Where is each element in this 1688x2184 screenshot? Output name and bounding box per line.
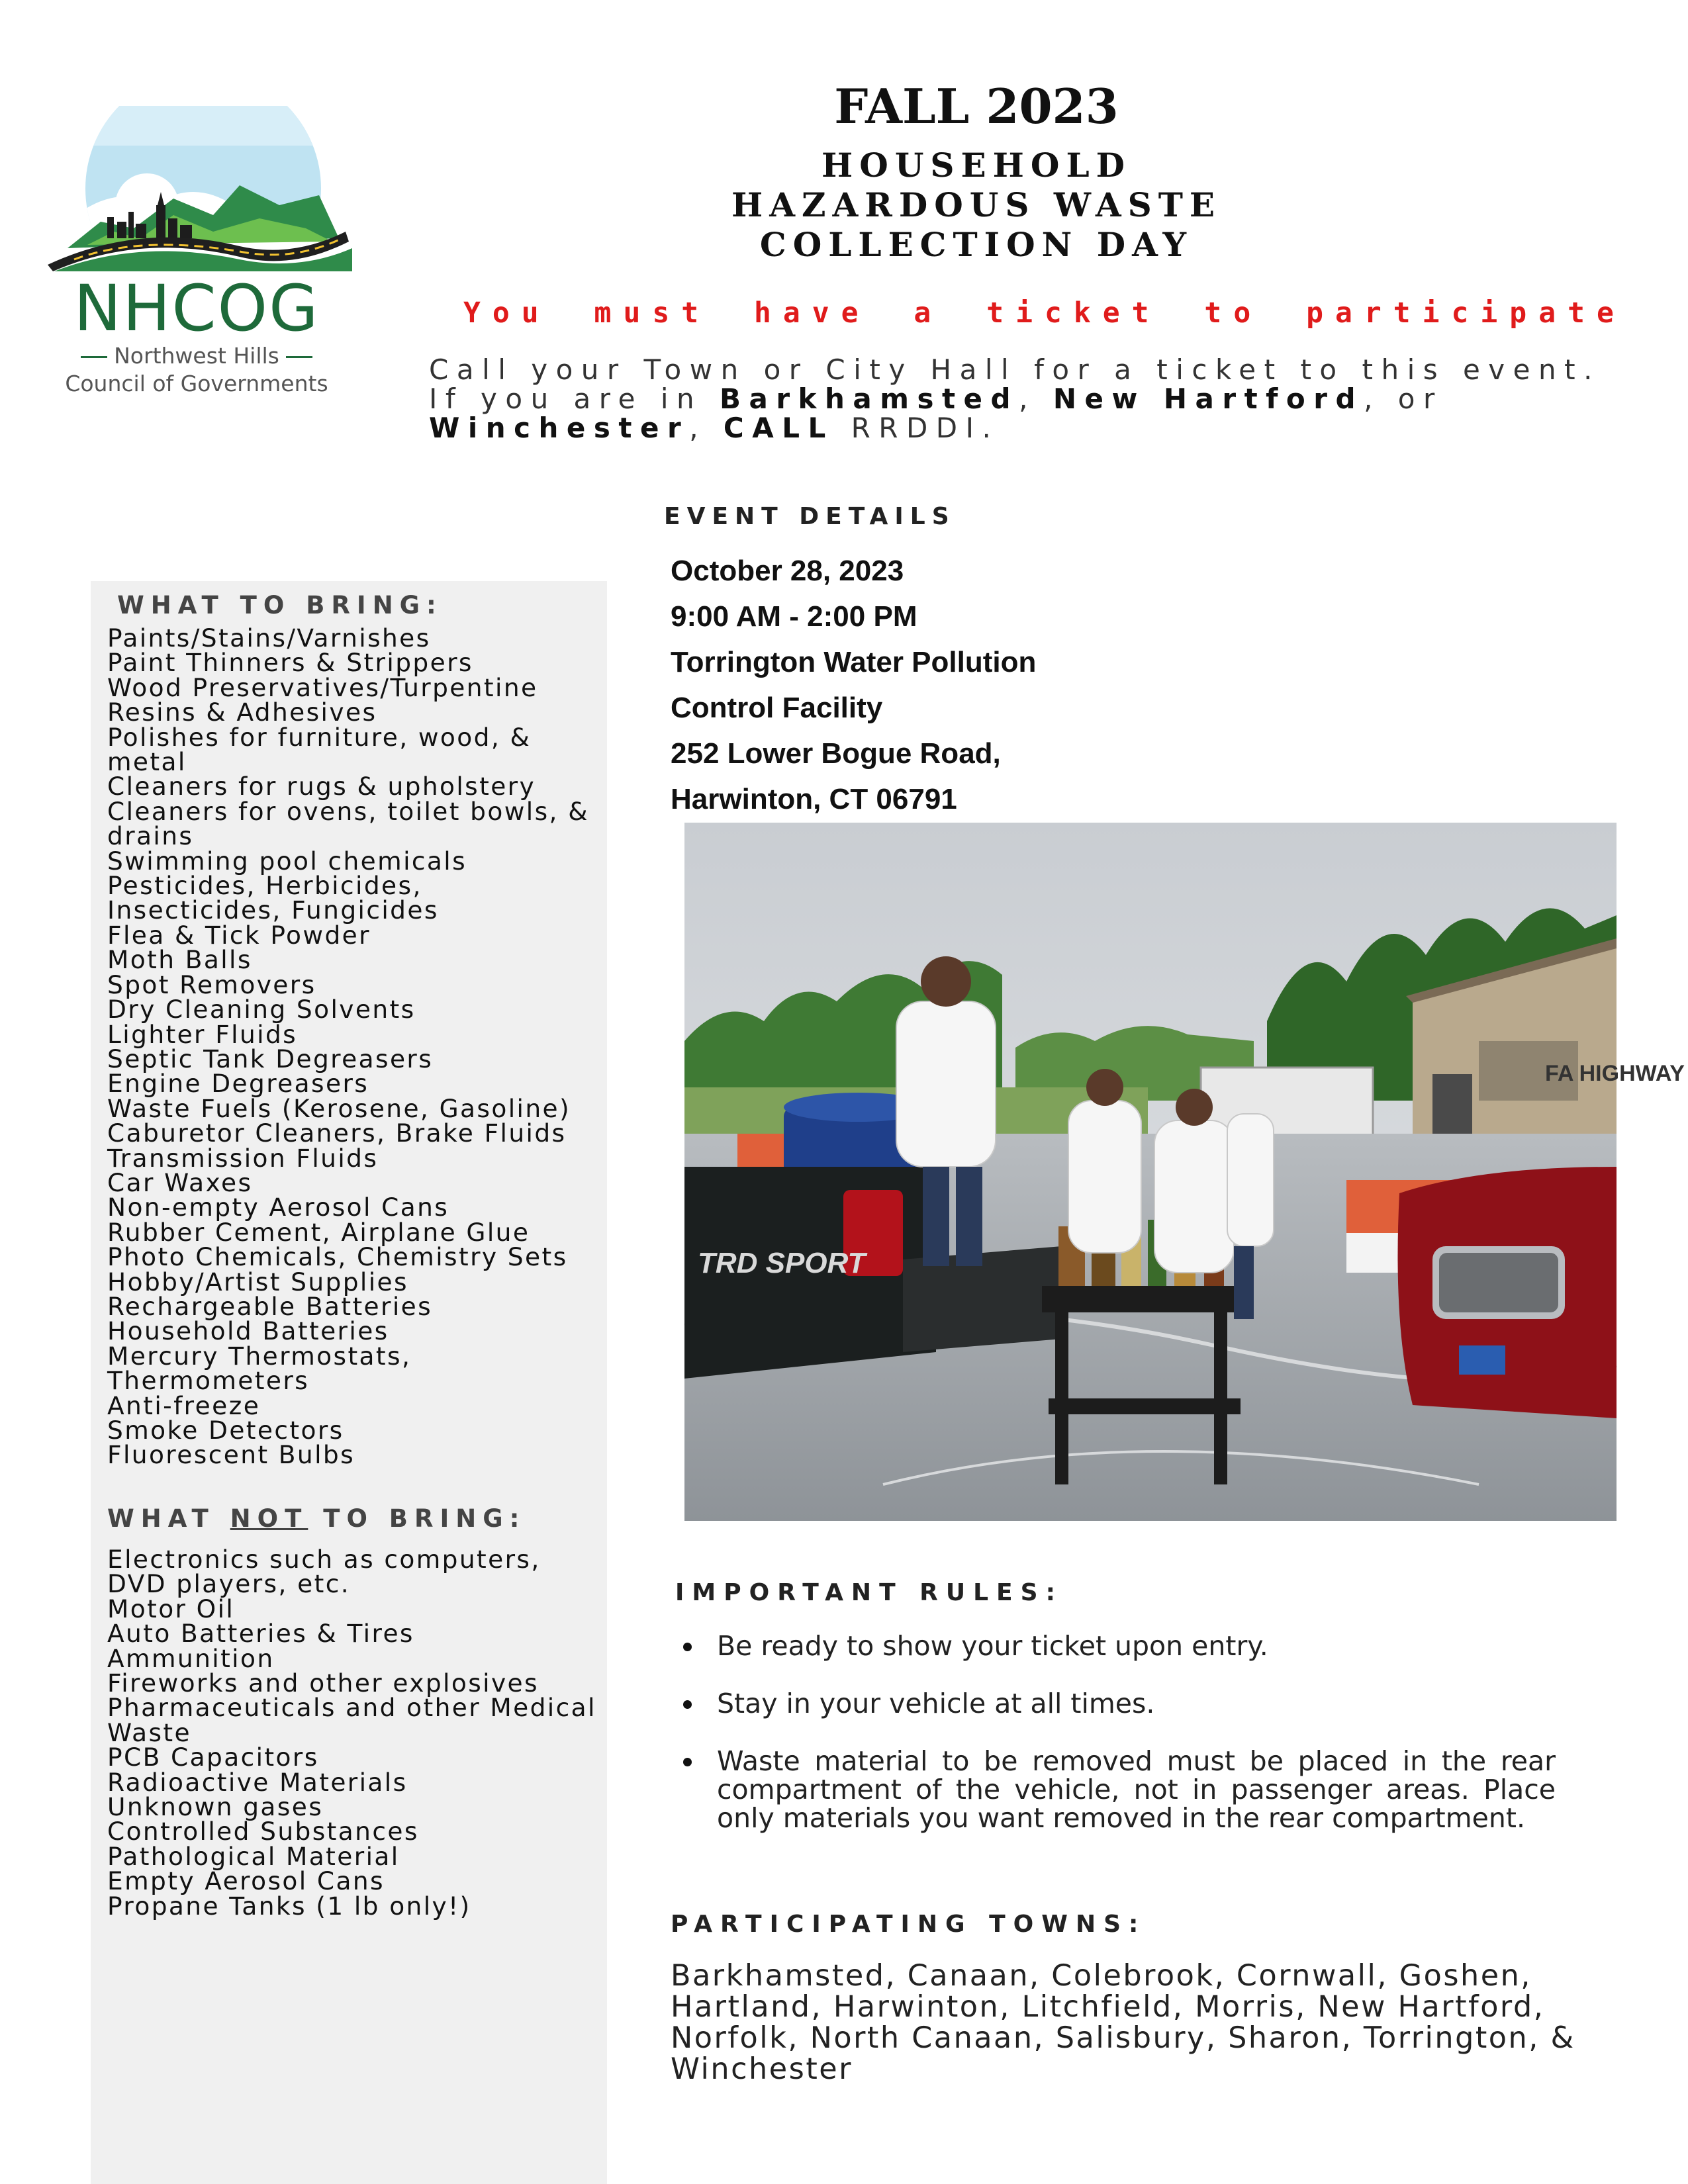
nhcog-logo <box>41 106 352 410</box>
town-winchester: Winchester <box>429 412 690 444</box>
event-details-heading: EVENT DETAILS <box>664 503 956 530</box>
call-word: CALL <box>723 412 834 444</box>
rule-item: Stay in your vehicle at all times. <box>682 1690 1556 1718</box>
participating-towns-heading: PARTICIPATING TOWNS: <box>671 1911 1147 1938</box>
ticket-notice: You must have a ticket to participate <box>463 296 1626 330</box>
heading-not-word: NOT <box>230 1504 308 1533</box>
important-rules-heading: IMPORTANT RULES: <box>675 1579 1063 1606</box>
event-date: October 28, 2023 <box>671 555 904 587</box>
list-item: Radioactive Materials <box>107 1767 408 1797</box>
list-item: Flea & Tick Powder <box>107 920 371 950</box>
town-barkhamsted: Barkhamsted <box>719 383 1019 415</box>
building-sign-text: FA HIGHWAY <box>1545 1061 1685 1086</box>
list-item: Resins & Adhesives <box>107 698 377 727</box>
list-item: Spot Removers <box>107 970 316 999</box>
list-item: Anti-freeze <box>107 1390 261 1420</box>
sidebar-panel <box>91 581 607 2184</box>
call-notice-separator: , <box>689 412 724 444</box>
event-photo <box>684 823 1685 1521</box>
list-item: Car Waxes <box>107 1167 253 1197</box>
list-item: Transmission Fluids <box>107 1143 379 1173</box>
heading-part: WHAT <box>107 1504 230 1533</box>
list-item: Mercury Thermostats, Thermometers <box>107 1341 412 1396</box>
event-address-line2: Harwinton, CT 06791 <box>671 783 957 815</box>
list-item: Swimming pool chemicals <box>107 846 467 876</box>
event-venue-line1: Torrington Water Pollution <box>671 646 1037 678</box>
logo-wordmark: NHCOG <box>73 271 320 345</box>
list-item: Cleaners for rugs & upholstery <box>107 772 536 801</box>
list-item: Lighter Fluids <box>107 1019 298 1049</box>
list-item: Ammunition <box>107 1643 275 1673</box>
list-item: Fluorescent Bulbs <box>107 1440 355 1470</box>
list-item: Polishes for furniture, wood, & metal <box>107 722 532 777</box>
subtitle-line-3: COLLECTION DAY <box>759 225 1194 264</box>
list-item: Pathological Material <box>107 1841 400 1871</box>
call-notice-separator: , or <box>1364 383 1443 415</box>
list-item: Rechargeable Batteries <box>107 1291 433 1321</box>
what-to-bring-heading: WHAT TO BRING: <box>117 591 443 619</box>
page-title: FALL 2023 <box>834 78 1119 134</box>
list-item: Motor Oil <box>107 1594 235 1623</box>
list-item: Household Batteries <box>107 1316 389 1346</box>
town-new-hartford: New Hartford <box>1053 383 1364 415</box>
logo-subtitle-line2: Council of Governments <box>65 371 328 396</box>
list-item: Empty Aerosol Cans <box>107 1866 385 1896</box>
event-address-line1: 252 Lower Bogue Road, <box>671 737 1001 770</box>
list-item: PCB Capacitors <box>107 1743 319 1772</box>
list-item: Unknown gases <box>107 1792 324 1822</box>
list-item: Fireworks and other explosives <box>107 1668 539 1698</box>
subtitle-line-1: HOUSEHOLD <box>821 146 1131 185</box>
logo-subtitle-line1: Northwest Hills <box>41 343 352 369</box>
rule-item: Be ready to show your ticket upon entry. <box>682 1632 1556 1661</box>
list-item: Cleaners for ovens, toilet bowls, & drains <box>107 796 589 851</box>
call-notice-rrddi: RRDDI. <box>833 412 1000 444</box>
subtitle-line-2: HAZARDOUS WASTE <box>731 185 1222 224</box>
event-venue-line2: Control Facility <box>671 692 883 724</box>
list-item: Electronics such as computers, DVD players, etc. <box>107 1545 541 1599</box>
list-item: Pharmaceuticals and other Medical Waste <box>107 1693 596 1747</box>
list-item: Non-empty Aerosol Cans <box>107 1193 449 1222</box>
event-details-list <box>671 548 1036 822</box>
what-not-to-bring-heading <box>107 1504 526 1533</box>
call-notice-separator: , <box>1019 383 1053 415</box>
list-item: Smoke Detectors <box>107 1416 344 1445</box>
call-notice-text: Call your Town or City Hall for a ticket to this event. If you are in <box>429 353 1601 415</box>
list-item: Wood Preservatives/Turpentine <box>107 672 538 702</box>
list-item: Paints/Stains/Varnishes <box>107 623 431 653</box>
call-notice <box>429 355 1620 443</box>
list-item: Dry Cleaning Solvents <box>107 995 416 1024</box>
collection-event-photo-image <box>684 823 1685 1521</box>
list-item: Hobby/Artist Supplies <box>107 1267 408 1297</box>
list-item: Controlled Substances <box>107 1817 419 1846</box>
participating-towns-text: Barkhamsted, Canaan, Colebrook, Cornwall, Goshen, Hartland, Harwinton, Litchfield, Morris, New Hartford, Norfolk, North Canaan, Salisbury, Sharon, Torrington, & Winchester <box>671 1959 1575 2086</box>
list-item: Propane Tanks (1 lb only!) <box>107 1891 471 1921</box>
event-time: 9:00 AM - 2:00 PM <box>671 600 917 633</box>
heading-part: TO BRING: <box>308 1504 526 1533</box>
list-item: Paint Thinners & Strippers <box>107 648 473 678</box>
list-item: Engine Degreasers <box>107 1069 369 1099</box>
list-item: Auto Batteries & Tires <box>107 1619 414 1649</box>
rule-item: Waste material to be removed must be placed in the rear compartment of the vehicle, not in passenger areas. Place only materials you want removed in the rear compartment. <box>682 1747 1556 1833</box>
list-item: Photo Chemicals, Chemistry Sets <box>107 1242 568 1272</box>
truck-badge-text: TRD SPORT <box>698 1247 866 1279</box>
list-item: Waste Fuels (Kerosene, Gasoline) <box>107 1093 571 1123</box>
list-item: Moth Balls <box>107 945 252 975</box>
landscape-logo-icon <box>41 106 352 271</box>
important-rules-list <box>682 1632 1556 1862</box>
what-not-to-bring-list <box>107 1547 604 1919</box>
list-item: Caburetor Cleaners, Brake Fluids <box>107 1118 567 1148</box>
list-item: Pesticides, Herbicides, Insecticides, Fungicides <box>107 871 439 925</box>
what-to-bring-list <box>107 623 604 1470</box>
list-item: Septic Tank Degreasers <box>107 1044 434 1073</box>
list-item: Rubber Cement, Airplane Glue <box>107 1217 530 1247</box>
